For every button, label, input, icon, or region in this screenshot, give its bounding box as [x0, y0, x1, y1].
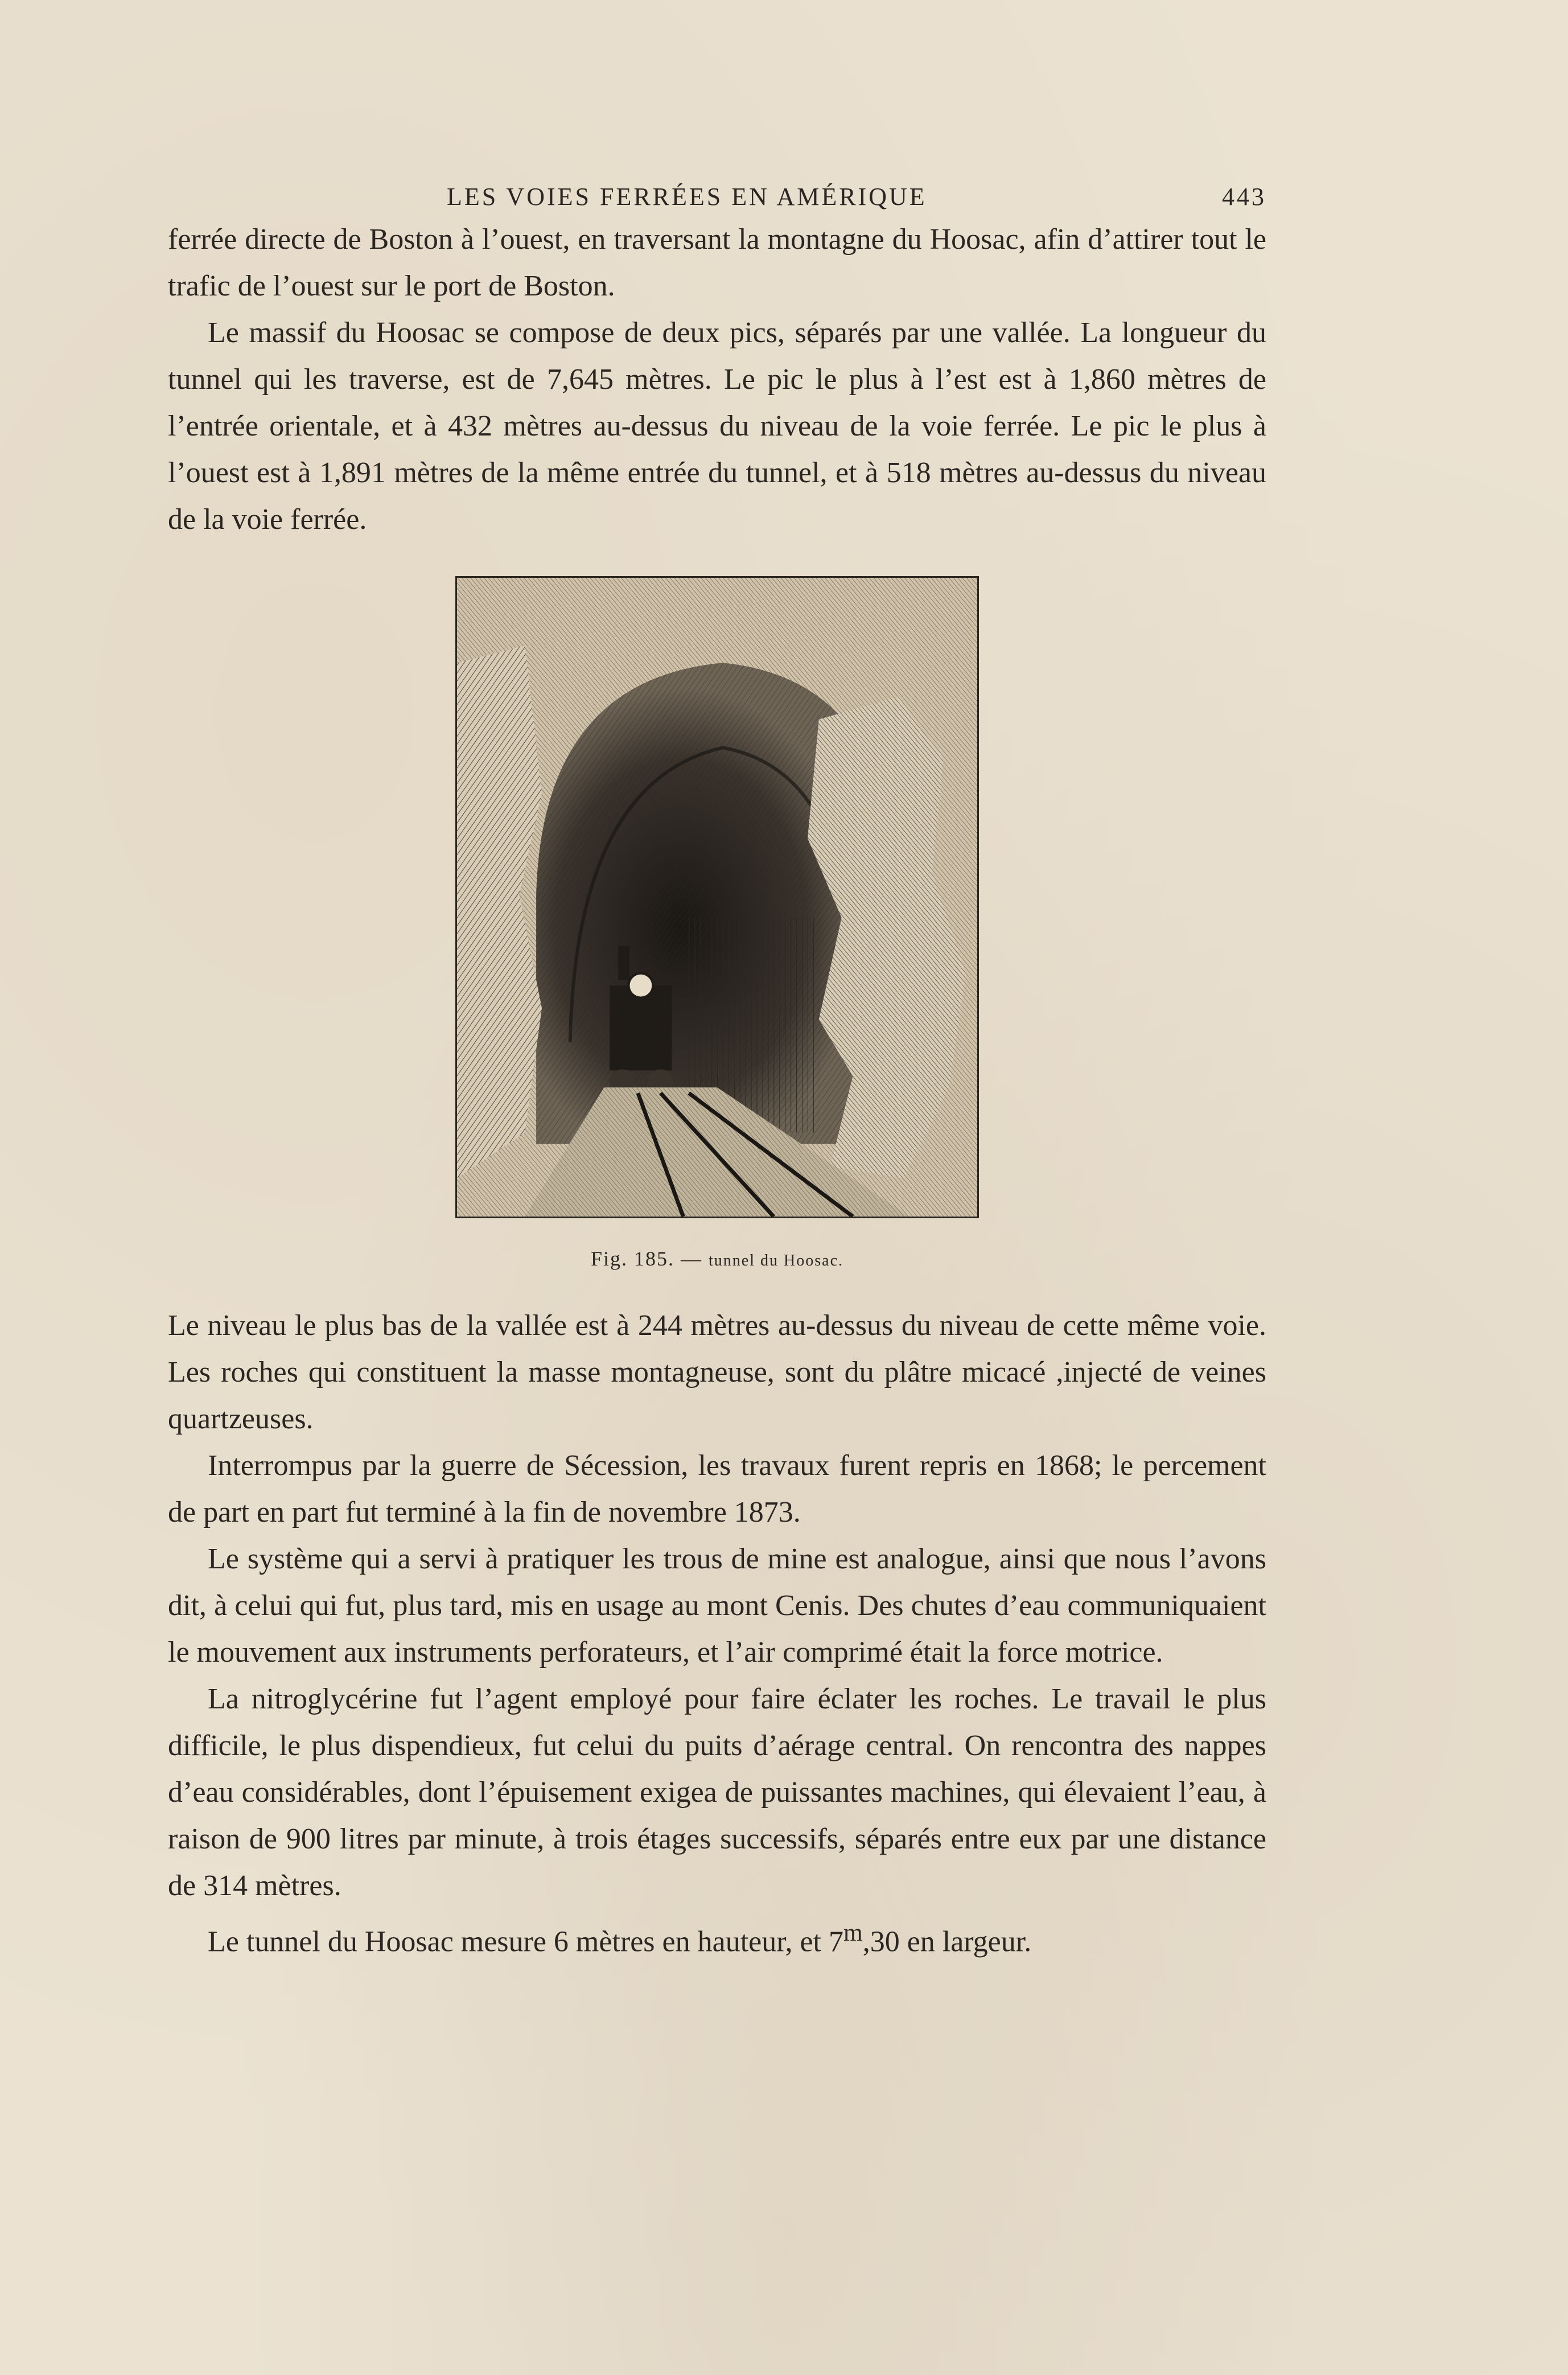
dimensions-text-end: ,30 en largeur.: [862, 1925, 1032, 1958]
caption-text: tunnel du Hoosac.: [709, 1252, 843, 1269]
page-number: 443: [1222, 183, 1266, 211]
paragraph-continuation: ferrée directe de Boston à l’ouest, en traversant la montagne du Hoosac, afin d’attirer tout le trafic de l’ouest sur le port de Boston.: [168, 223, 1266, 302]
figure-185: [455, 576, 979, 1271]
caption-dash: —: [681, 1247, 703, 1270]
paragraph-drilling-system: Le système qui a servi à pratiquer les trous de mine est analogue, ainsi que nous l’avons dit, à celui qui fut, plus tard, mis en usage au mont Cenis. Des chutes d’eau communiquaient le mouvement aux instruments perforateurs, et l’air comprimé était la force motrice.: [168, 1543, 1266, 1669]
tunnel-engraving: [455, 576, 979, 1218]
dimensions-superscript: m: [843, 1919, 863, 1946]
running-head: [168, 171, 1266, 216]
book-page: [168, 171, 1266, 1965]
running-title: LES VOIES FERRÉES EN AMÉRIQUE: [447, 183, 927, 211]
figure-caption: [455, 1247, 979, 1271]
paragraph-secession: Interrompus par la guerre de Sécession, les travaux furent repris en 1868; le percement de part en part fut terminé à la fin de novembre 1873.: [168, 1449, 1266, 1528]
paragraph-valley-level: Le niveau le plus bas de la vallée est à 244 mètres au-dessus du niveau de cette même voie. Les roches qui constituent la masse montagneuse, sont du plâtre micacé ,injecté de veines quartzeuses.: [168, 1309, 1266, 1435]
paragraph-nitroglycerine: La nitroglycérine fut l’agent employé pour faire éclater les roches. Le travail le plus difficile, le plus dispendieux, fut celui du puits d’aérage central. On rencontra des nappes d’eau considérables, dont l’épuisement exigea de puissantes machines, qui élevaient l’eau, à raison de 900 litres par minute, à trois étages successifs, séparés entre eux par une distance de 314 mètres.: [168, 1683, 1266, 1902]
dimensions-text-start: Le tunnel du Hoosac mesure 6 mètres en hauteur, et 7: [208, 1925, 843, 1958]
paragraph-hoosac-massif: Le massif du Hoosac se compose de deux pics, séparés par une vallée. La longueur du tunnel qui les traverse, est de 7,645 mètres. Le pic le plus à l’est est à 1,860 mètres de l’entrée orientale, et à 432 mètres au-dessus du niveau de la voie ferrée. Le pic le plus à l’ouest est à 1,891 mètres de la même entrée du tunnel, et à 518 mètres au-dessus du niveau de la voie ferrée.: [168, 317, 1266, 536]
caption-prefix: Fig. 185.: [591, 1247, 675, 1270]
paragraph-tunnel-dimensions: [168, 1909, 1266, 1965]
